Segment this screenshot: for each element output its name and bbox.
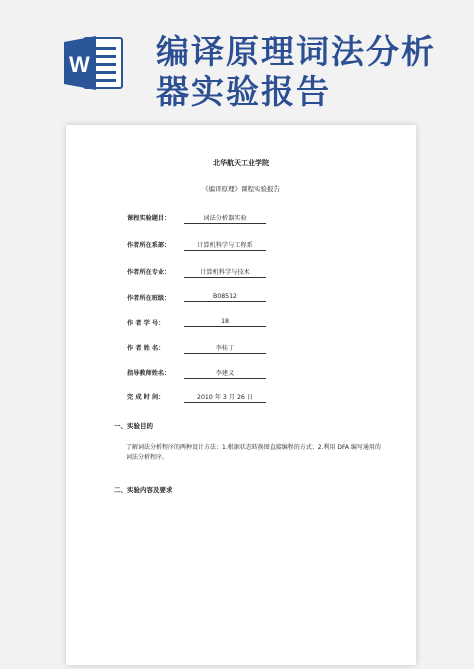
document-page xyxy=(66,125,416,665)
field-label: 作 者 学 号： xyxy=(127,320,165,327)
svg-text:W: W xyxy=(69,52,90,77)
field-value: B08512 xyxy=(184,293,266,302)
field-value: 李桂丁 xyxy=(184,343,266,354)
field-label: 作者所在班级： xyxy=(127,295,171,302)
section-heading-content: 二、实验内容及要求 xyxy=(114,486,173,494)
field-label: 作者所在系部： xyxy=(127,242,171,249)
field-author xyxy=(127,343,235,353)
field-value: 计算机科学与技术 xyxy=(184,267,266,278)
field-value: 计算机科学与工程系 xyxy=(184,240,266,251)
field-major xyxy=(127,267,250,277)
field-course-title xyxy=(127,213,247,223)
field-department xyxy=(127,240,253,250)
section-heading-objective: 一、实验目的 xyxy=(114,422,153,430)
field-label: 指导教师姓名： xyxy=(127,370,171,377)
school-name: 北华航天工业学院 xyxy=(213,159,269,167)
field-value: 2010 年 3 月 26 日 xyxy=(184,392,266,403)
field-value: 18 xyxy=(184,318,266,327)
field-completion-date xyxy=(127,392,253,402)
document-title-line-1: 编译原理词法分析 xyxy=(156,32,436,71)
field-value: 词法分析器实验 xyxy=(184,213,266,224)
field-student-id xyxy=(127,318,229,328)
field-label: 作 者 姓 名： xyxy=(127,345,165,352)
field-class xyxy=(127,293,237,303)
word-document-icon xyxy=(62,34,124,92)
field-value: 李建义 xyxy=(184,368,266,379)
field-label: 课程实验题目： xyxy=(127,215,171,222)
objective-paragraph: 了解词法分析程序的两种设计方法：1.根据状态转换图直接编程的方式；2.利用 DFA 编写通用的词法分析程序。 xyxy=(126,444,381,461)
document-title-line-2: 器实验报告 xyxy=(156,72,331,111)
field-instructor xyxy=(127,368,235,378)
report-title: 《编译原理》课程实验报告 xyxy=(202,185,280,193)
field-label: 完 成 时 间： xyxy=(127,394,165,401)
header xyxy=(0,0,474,120)
field-label: 作者所在专业： xyxy=(127,269,171,276)
